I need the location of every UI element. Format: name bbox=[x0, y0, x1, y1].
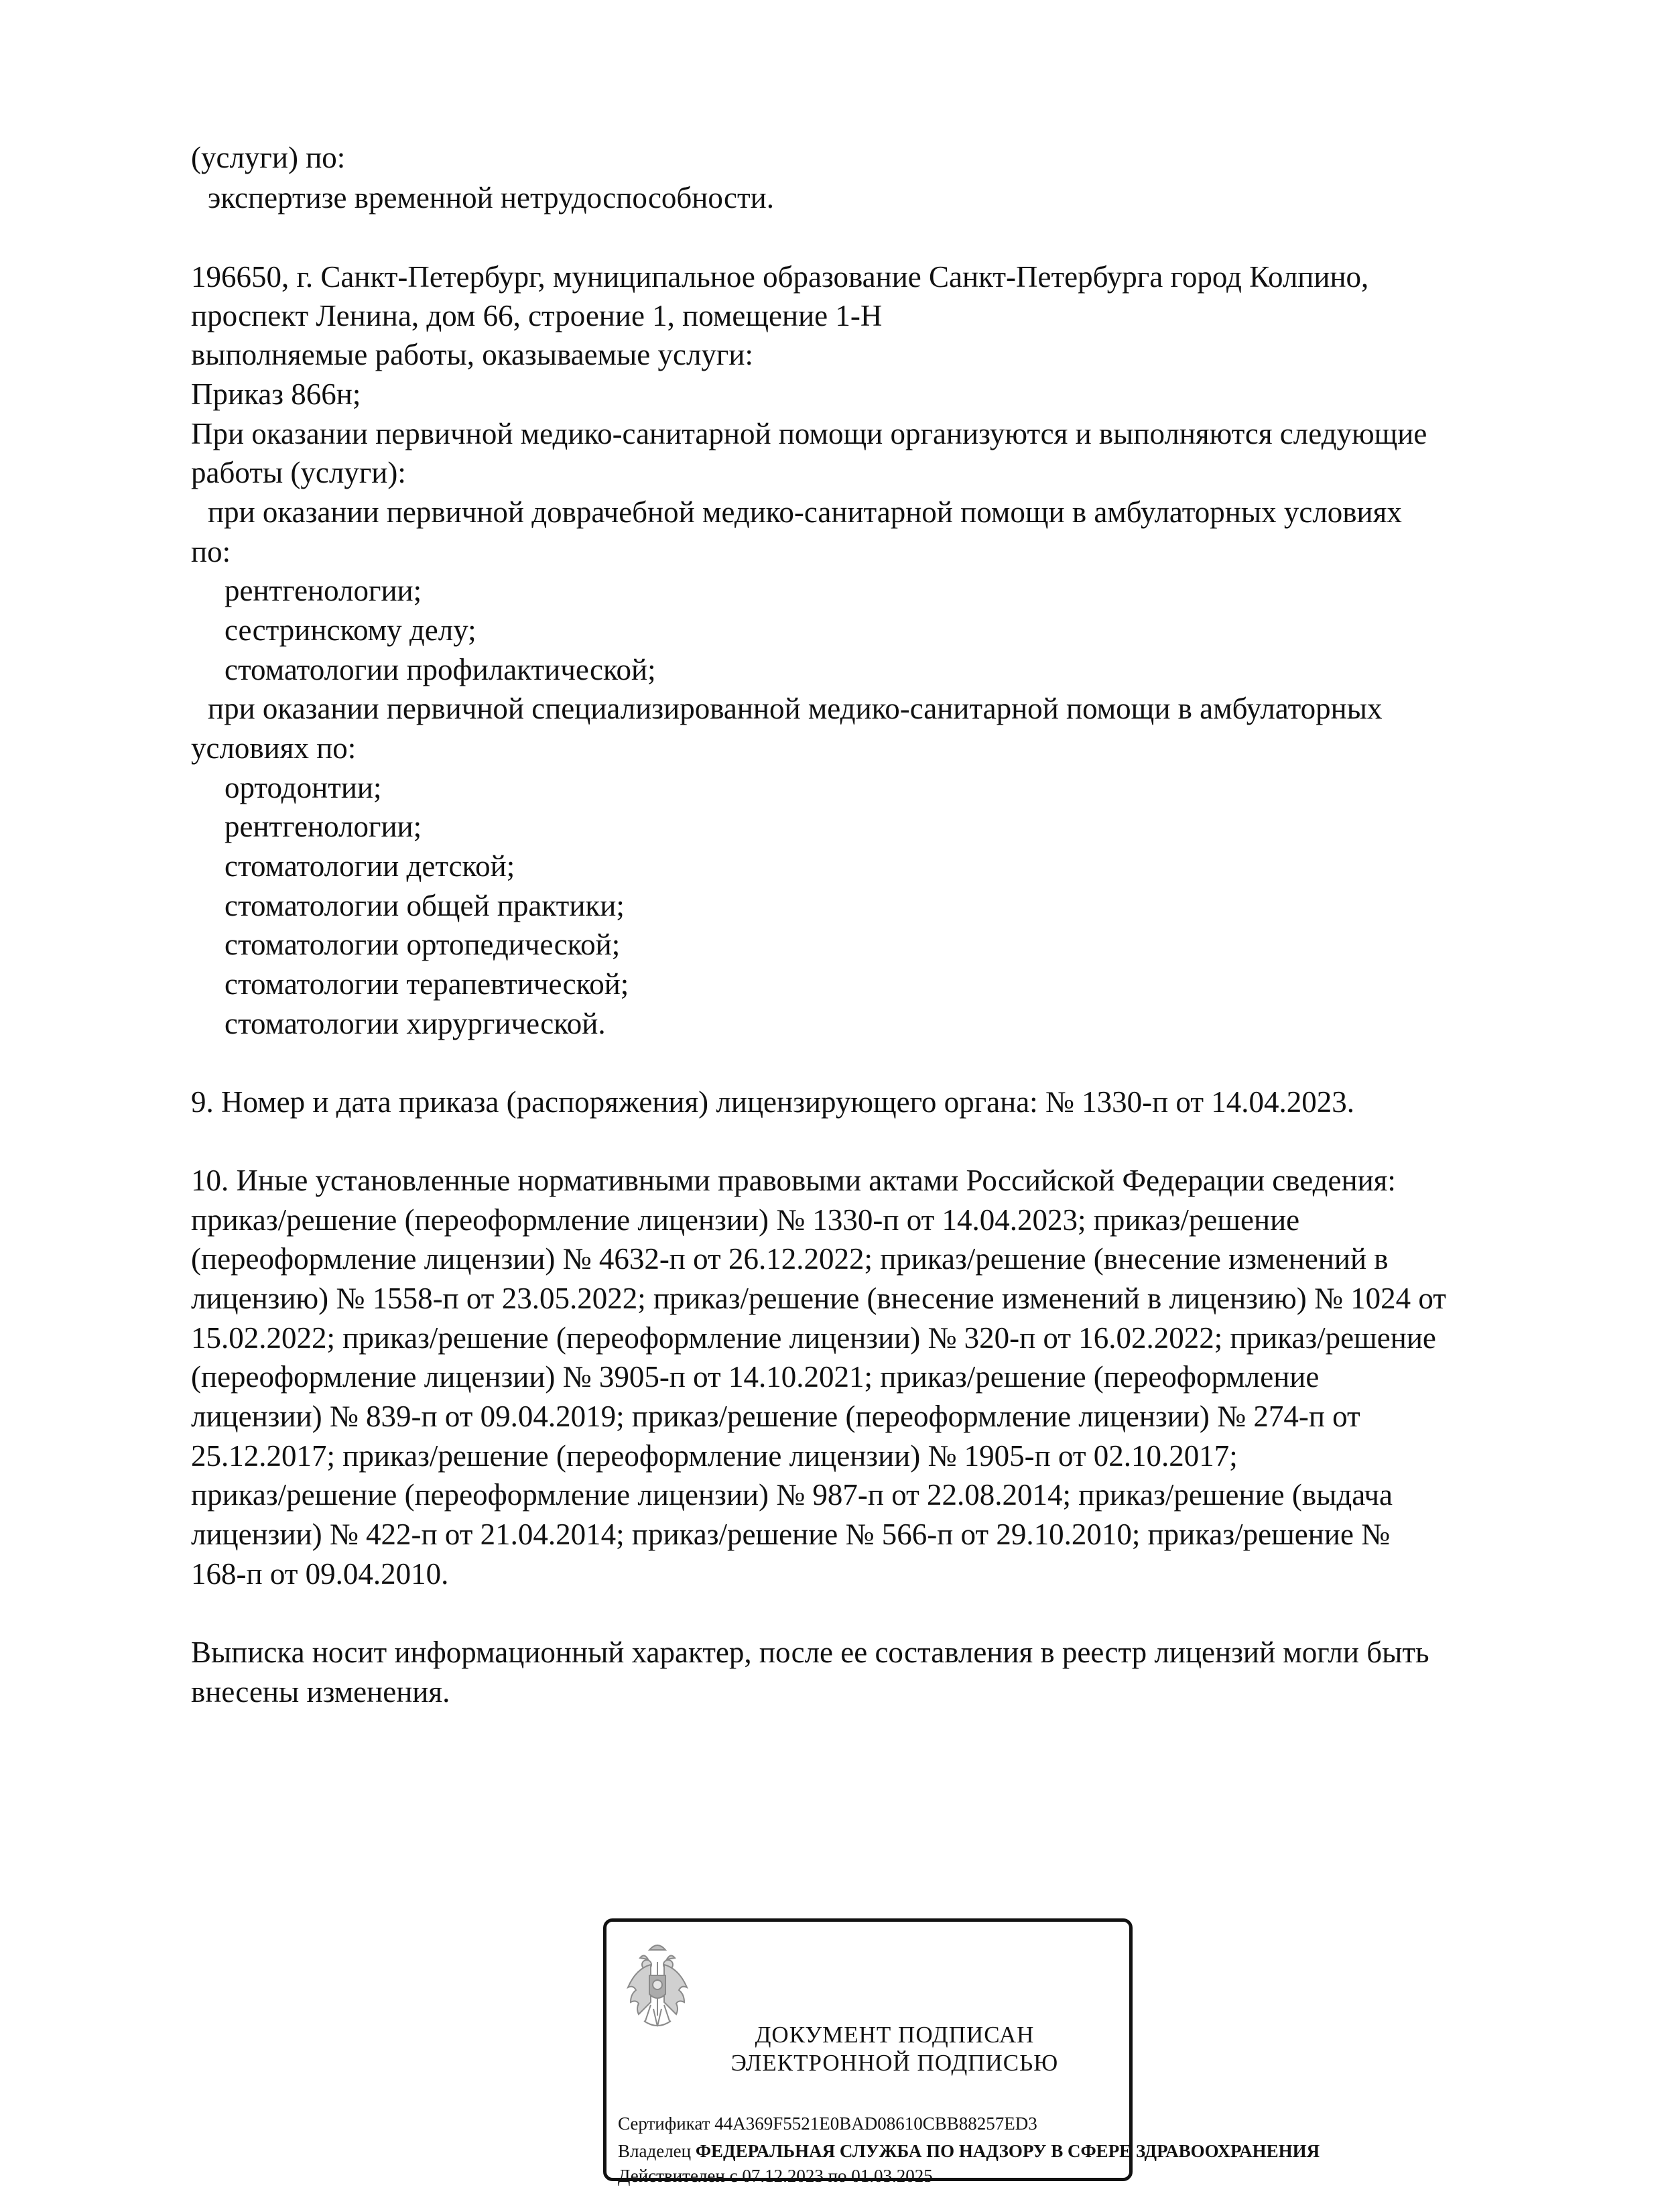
service-item: стоматологии терапевтической; bbox=[225, 967, 629, 1001]
text-line: приказ/решение (переоформление лицензии) № 1330-п от 14.04.2023; приказ/решение bbox=[191, 1203, 1300, 1237]
text-line: 25.12.2017; приказ/решение (переоформление лицензии) № 1905-п от 02.10.2017; bbox=[191, 1439, 1238, 1473]
service-item: рентгенологии; bbox=[225, 810, 422, 843]
text-line: выполняемые работы, оказываемые услуги: bbox=[191, 338, 753, 371]
text-line: При оказании первичной медико-санитарной помощи организуются и выполняются следующие bbox=[191, 417, 1427, 450]
text-line: условиях по: bbox=[191, 731, 357, 765]
service-item: рентгенологии; bbox=[225, 574, 422, 607]
text-line: (услуги) по: bbox=[191, 141, 346, 174]
service-item: стоматологии профилактической; bbox=[225, 653, 656, 686]
text-line: лицензии) № 839-п от 09.04.2019; приказ/решение (переоформление лицензии) № 274-п от bbox=[191, 1400, 1360, 1433]
certificate-label: Сертификат bbox=[618, 2113, 710, 2134]
stamp-title-line2: ЭЛЕКТРОННОЙ ПОДПИСЬЮ bbox=[730, 2050, 1059, 2076]
certificate-value: 44A369F5521E0BAD08610CBB88257ED3 bbox=[714, 2113, 1037, 2134]
text-line: по: bbox=[191, 535, 231, 568]
stamp-title-line1: ДОКУМЕНТ ПОДПИСАН bbox=[755, 2022, 1035, 2048]
address-line: проспект Ленина, дом 66, строение 1, помещение 1-Н bbox=[191, 299, 883, 332]
text-line: экспертизе временной нетрудоспособности. bbox=[208, 181, 774, 214]
owner-value: ФЕДЕРАЛЬНАЯ СЛУЖБА ПО НАДЗОРУ В СФЕРЕ ЗДРАВООХРАНЕНИЯ bbox=[695, 2141, 1320, 2161]
text-line: 10. Иные установленные нормативными правовыми актами Российской Федерации сведения: bbox=[191, 1164, 1396, 1197]
disclaimer-line: внесены изменения. bbox=[191, 1675, 450, 1709]
order-number-line: 9. Номер и дата приказа (распоряжения) лицензирующего органа: № 1330-п от 14.04.2023. bbox=[191, 1085, 1354, 1119]
service-item: стоматологии хирургической. bbox=[225, 1007, 606, 1040]
coat-of-arms-icon bbox=[624, 1935, 691, 2036]
service-item: сестринскому делу; bbox=[225, 613, 476, 647]
stamp-title bbox=[707, 2021, 1082, 2077]
disclaimer-line: Выписка носит информационный характер, после ее составления в реестр лицензий могли быть bbox=[191, 1636, 1429, 1669]
text-line: Приказ 866н; bbox=[191, 377, 361, 411]
signature-stamp bbox=[603, 1918, 1320, 2186]
text-line: (переоформление лицензии) № 4632-п от 26.12.2022; приказ/решение (внесение изменений в bbox=[191, 1242, 1389, 1276]
text-line: приказ/решение (переоформление лицензии) № 987-п от 22.08.2014; приказ/решение (выдача bbox=[191, 1478, 1393, 1512]
text-line: при оказании первичной доврачебной медико-санитарной помощи в амбулаторных условиях bbox=[208, 495, 1402, 529]
text-line: 168-п от 09.04.2010. bbox=[191, 1557, 449, 1591]
text-line: работы (услуги): bbox=[191, 456, 406, 489]
service-item: стоматологии общей практики; bbox=[225, 889, 625, 922]
address-line: 196650, г. Санкт-Петербург, муниципальное образование Санкт-Петербурга город Колпино, bbox=[191, 260, 1369, 294]
owner-label: Владелец bbox=[618, 2141, 692, 2161]
text-line: 15.02.2022; приказ/решение (переоформление лицензии) № 320-п от 16.02.2022; приказ/решение bbox=[191, 1321, 1436, 1355]
text-line: лицензию) № 1558-п от 23.05.2022; приказ/решение (внесение изменений в лицензию) № 1024 от bbox=[191, 1282, 1446, 1315]
service-item: ортодонтии; bbox=[225, 771, 382, 804]
owner-row bbox=[618, 2141, 1320, 2162]
text-line: (переоформление лицензии) № 3905-п от 14.10.2021; приказ/решение (переоформление bbox=[191, 1360, 1320, 1394]
validity-row: Действителен с 07.12.2023 по 01.03.2025 bbox=[618, 2166, 933, 2186]
text-line: при оказании первичной специализированной медико-санитарной помощи в амбулаторных bbox=[208, 692, 1383, 725]
service-item: стоматологии ортопедической; bbox=[225, 928, 621, 961]
text-line: лицензии) № 422-п от 21.04.2014; приказ/решение № 566-п от 29.10.2010; приказ/решение № bbox=[191, 1518, 1391, 1551]
certificate-row bbox=[618, 2113, 1037, 2134]
service-item: стоматологии детской; bbox=[225, 849, 515, 883]
